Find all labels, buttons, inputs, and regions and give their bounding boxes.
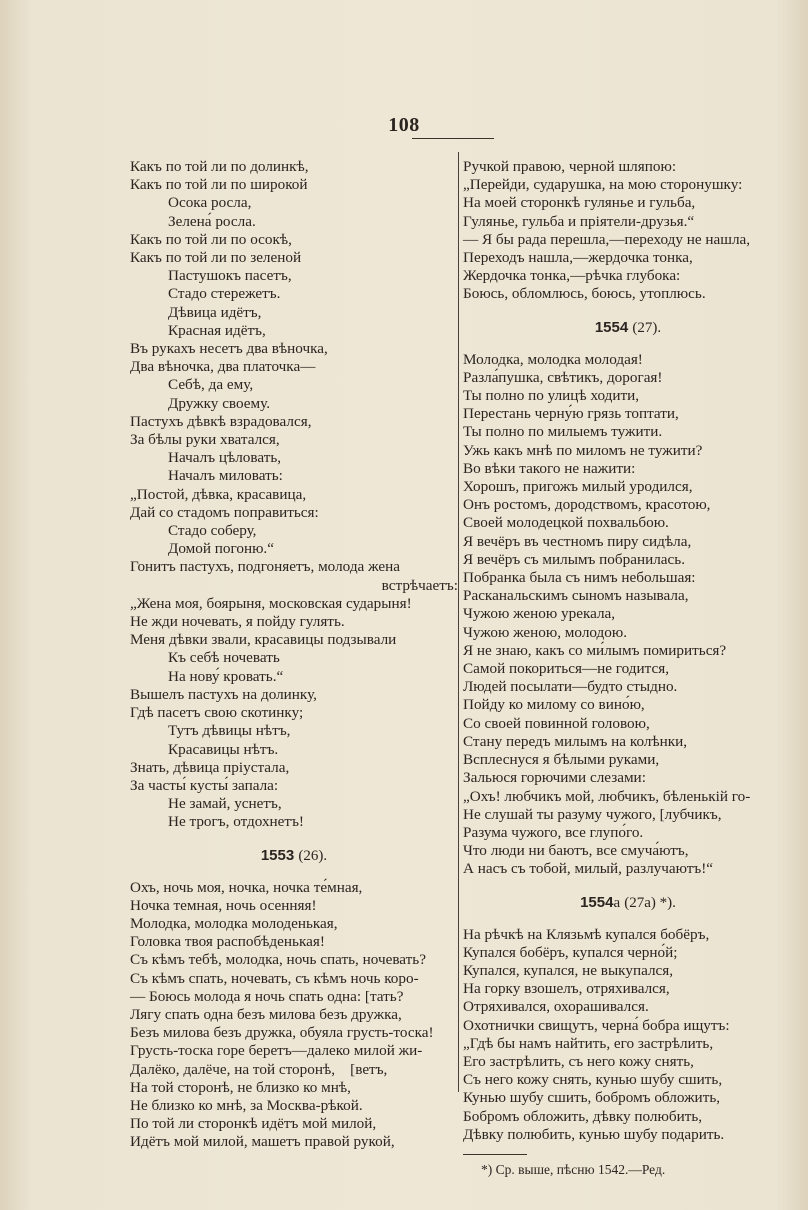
verse-line: Ручкой правою, черной шляпою: (463, 158, 677, 175)
verse-line: — Боюсь молода я ночь спать одна: [тать? (130, 987, 404, 1005)
verse-line: „Охъ! любчикъ мой, любчикъ, бѣленькій го- (463, 787, 751, 805)
verse-line: Меня дѣвки звали, красавицы подзывали (130, 631, 397, 649)
verse-line: Къ себѣ ночевать (168, 649, 280, 667)
verse-line: Самой покориться—не годится, (463, 660, 669, 678)
verse-line: Ночка темная, ночь осенняя! (130, 896, 317, 914)
verse-line: Пойду ко милому со вино́ю, (463, 696, 645, 714)
section-heading-1554 (463, 319, 793, 337)
verse-line: Расканальскимъ сыномъ называла, (463, 587, 689, 605)
verse-line: Дружку своему. (168, 394, 271, 412)
section-number: 1554 (594, 318, 629, 336)
verse-line: Съ кѣмъ тебѣ, молодка, ночь спать, ночевать? (130, 951, 426, 969)
left-column (130, 158, 458, 1152)
section-tag: (27). (632, 319, 662, 336)
section-number: 1554 (580, 893, 614, 911)
verse-line: Я вечёръ въ честномъ пиру сидѣла, (463, 532, 692, 550)
verse-line: Далёко, далёче, на той сторонѣ, [ветъ, (130, 1060, 388, 1078)
verse-line: Съ него кожу снять, кунью шубу сшить, (463, 1071, 723, 1089)
verse-line: На той сторонѣ, не близко ко мнѣ, (130, 1078, 351, 1096)
verse-line: Вышелъ пастухъ на долинку, (130, 685, 317, 703)
verse-line: Какъ по той ли по долинкѣ, (130, 158, 309, 175)
verse-line: Во вѣки такого не нажити: (463, 459, 636, 477)
verse-line: Его застрѣлить, съ него кожу снять, (463, 1052, 694, 1070)
verse-line: Красавицы нѣтъ. (168, 740, 279, 758)
verse-line: — Я бы рада перешла,—переходу не нашла, (463, 230, 751, 248)
verse-line: Купался бобёръ, купался черно́й; (463, 943, 678, 961)
verse-line: Не жди ночевать, я пойду гулять. (130, 613, 345, 631)
section-number: 1553 (260, 846, 295, 864)
verse-line: На нову́ кровать.“ (168, 667, 284, 685)
verse-line: Ты полно по милыемъ тужити. (463, 423, 663, 441)
verse-line: Какъ по той ли по широкой (130, 176, 308, 194)
verse-line: Разума чужого, все глупо́го. (463, 823, 644, 841)
section-tag: (26). (298, 847, 328, 864)
verse-line: Головка твоя распобѣденькая! (130, 933, 325, 951)
verse-line: За часты́ кусты́ запала: (130, 776, 279, 794)
right-column (463, 158, 793, 1179)
verse-line: Людей посылати—будто стыдно. (463, 678, 678, 696)
verse-line: Жердочка тонка,—рѣчка глубока: (463, 267, 681, 285)
verse-line: Домой погоню.“ (168, 540, 274, 558)
verse-line: Отряхивался, охорашивался. (463, 998, 649, 1016)
verse-line: Не замай, уснетъ, (168, 795, 282, 813)
verse-line: Охотнички свищутъ, черна́ бобра ищутъ: (463, 1016, 730, 1034)
column-divider (458, 152, 459, 1092)
page-number: 108 (388, 114, 420, 136)
verse-line: Осока росла, (168, 194, 252, 212)
verse-line: Чужою женою, молодою. (463, 623, 628, 641)
verse-line: Не близко ко мнѣ, за Москва-рѣкой. (130, 1096, 363, 1114)
verse-line: Молодка, молодка молоденькая, (130, 914, 338, 932)
verse-line: Стадо соберу, (168, 522, 257, 540)
verse-line: Знать, дѣвица пріустала, (130, 758, 290, 776)
verse-line: Не слушай ты разуму чужого, [лубчикъ, (463, 805, 722, 823)
verse-line: встрѣчаетъ: (381, 576, 458, 594)
footnote-rule (463, 1154, 527, 1155)
verse-line: Ты полно по улицѣ ходити, (463, 387, 640, 405)
verse-line: Безъ милова безъ дружка, обуяла грусть-тоска! (130, 1024, 434, 1042)
verse-line: Не трогъ, отдохнетъ! (168, 813, 304, 831)
verse-line: Какъ по той ли по осокѣ, (130, 230, 292, 248)
verse-line: Бобромъ обложить, дѣвку полюбить, (463, 1107, 703, 1125)
verse-line: Пастухъ дѣвкѣ взрадовался, (130, 412, 312, 430)
verse-line: Какъ по той ли по зеленой (130, 249, 302, 267)
verse-line: Пастушокъ пасетъ, (168, 267, 292, 285)
verse-line: За бѣлы руки хватался, (130, 431, 280, 449)
verse-line: По той ли сторонкѣ идётъ мой милой, (130, 1115, 377, 1133)
verse-line: Дай со стадомъ поправиться: (130, 503, 319, 521)
left-song-continuation (130, 158, 458, 832)
verse-line: Чужою женою урекала, (463, 605, 616, 623)
section-tag: (27а) *). (624, 894, 676, 911)
verse-line: Всплеснуся я бѣлыми руками, (463, 751, 660, 769)
section-heading-1553 (130, 847, 458, 865)
verse-line: Я не знаю, какъ со ми́лымъ помириться? (463, 641, 727, 659)
verse-line: На моей сторонкѣ гулянье и гульба, (463, 194, 696, 212)
verse-line: Разла́пушка, свѣтикъ, дорогая! (463, 368, 663, 386)
section-suffix: а (613, 894, 621, 911)
footnote: *) Ср. выше, пѣсню 1542.—Ред. (481, 1161, 666, 1177)
song-1553-continuation (463, 158, 793, 304)
verse-line: Гонитъ пастухъ, подгоняетъ, молода жена (130, 558, 400, 576)
verse-line: Съ кѣмъ спать, ночевать, съ кѣмъ ночь коро- (130, 969, 419, 987)
verse-line: Хорошъ, пригожъ милый уродился, (463, 478, 693, 496)
verse-line: Началъ миловать: (168, 467, 283, 485)
verse-line: Идётъ мой милой, машетъ правой рукой, (130, 1133, 395, 1151)
verse-line: Себѣ, да ему, (168, 376, 254, 394)
verse-line: Стану передъ милымъ на колѣнки, (463, 732, 688, 750)
header-rule (412, 138, 494, 139)
verse-line: Въ рукахъ несетъ два вѣночка, (130, 340, 328, 358)
verse-line: А насъ съ тобой, милый, разлучаютъ!“ (463, 860, 714, 878)
verse-line: На горку взошелъ, отряхивался, (463, 980, 670, 998)
verse-line: Ужь какъ мнѣ по миломъ не тужити? (463, 441, 703, 459)
verse-line: Гулянье, гульба и пріятели-друзья.“ (463, 212, 695, 230)
song-1554a-text (463, 926, 793, 1144)
verse-line: Что люди ни баютъ, все смуча́ютъ, (463, 842, 689, 860)
verse-line: Гдѣ пасетъ свою скотинку; (130, 704, 304, 722)
verse-line: „Гдѣ бы намъ найтить, его застрѣлить, (463, 1034, 714, 1052)
verse-line: Тутъ дѣвицы нѣтъ, (168, 722, 291, 740)
verse-line: Переходъ нашла,—жердочка тонка, (463, 249, 693, 267)
song-1554-text (463, 351, 793, 879)
section-heading-1554a (463, 894, 793, 912)
verse-line: Дѣвку полюбить, кунью шубу подарить. (463, 1125, 725, 1143)
song-1553-text (130, 879, 458, 1152)
verse-line: Со своей повинной головою, (463, 714, 650, 732)
verse-line: Грусть-тоска горе беретъ—далеко милой жи- (130, 1042, 423, 1060)
verse-line: Онъ ростомъ, дородствомъ, красотою, (463, 496, 711, 514)
verse-line: Красная идётъ, (168, 321, 266, 339)
verse-line: Зелена́ росла. (168, 212, 256, 230)
verse-line: Молодка, молодка молодая! (463, 350, 643, 368)
verse-line: Кунью шубу сшить, бобромъ обложить, (463, 1089, 721, 1107)
verse-line: Два вѣночка, два платочка— (130, 358, 316, 376)
verse-line: Лягу спать одна безъ милова безъ дружка, (130, 1005, 402, 1023)
verse-line: Охъ, ночь моя, ночка, ночка те́мная, (130, 878, 363, 896)
verse-line: Стадо стережетъ. (168, 285, 281, 303)
verse-line: Началъ цѣловать, (168, 449, 282, 467)
verse-line: Побранка была съ нимъ небольшая: (463, 569, 696, 587)
verse-line: Перестань черну́ю грязь топтати, (463, 405, 679, 423)
verse-line: Зальюся горючими слезами: (463, 769, 646, 787)
verse-line: „Перейди, сударушка, на мою сторонушку: (463, 176, 743, 194)
verse-line: Купался, купался, не выкупался, (463, 961, 674, 979)
verse-line: Дѣвица идётъ, (168, 303, 262, 321)
verse-line: Я вечёръ съ милымъ побранилась. (463, 550, 685, 568)
verse-line: Своей молодецкой похвальбою. (463, 514, 669, 532)
verse-line: „Жена моя, боярыня, московская сударыня! (130, 594, 412, 612)
verse-line: „Постой, дѣвка, красавица, (130, 485, 307, 503)
verse-line: Боюсь, обломлюсь, боюсь, утоплюсь. (463, 285, 706, 303)
verse-line: На рѣчкѣ на Клязьмѣ купался бобёръ, (463, 925, 710, 943)
